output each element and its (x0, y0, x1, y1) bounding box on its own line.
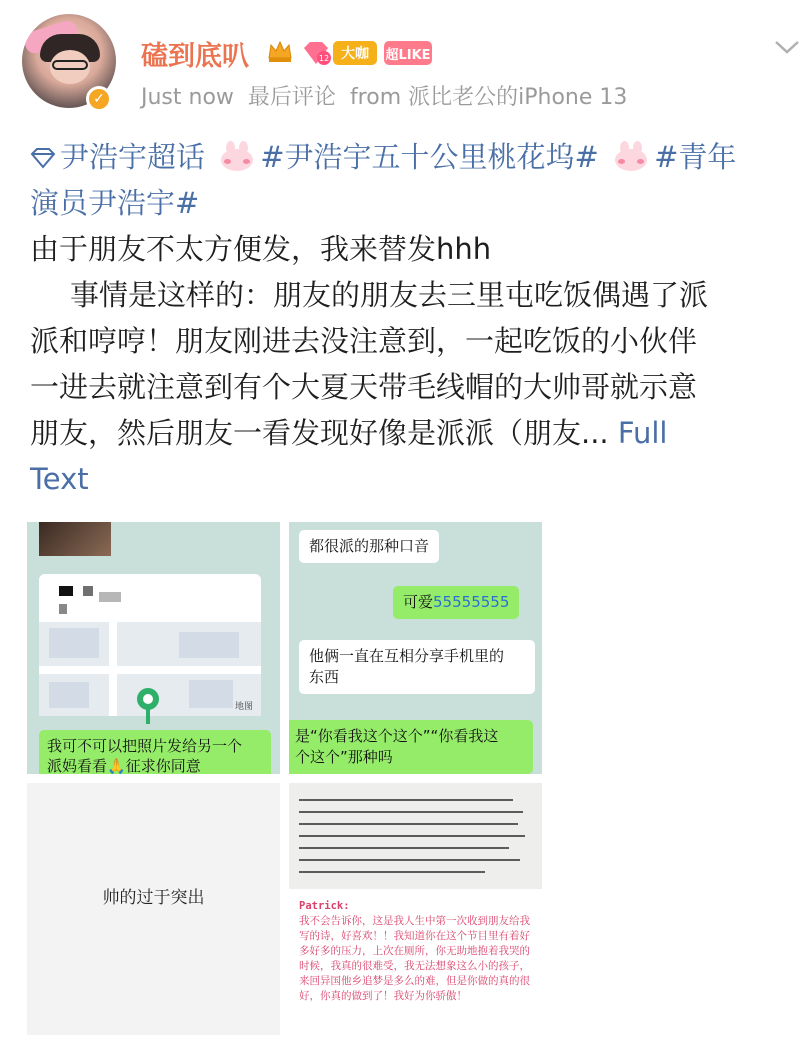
photo-thumbnail (39, 522, 111, 556)
post-image-1[interactable] (27, 522, 280, 774)
post-meta (141, 80, 641, 111)
bubble-digits: 55555555 (433, 593, 510, 611)
bubble-text (47, 756, 263, 774)
post-body (30, 134, 790, 502)
chat-bubble-right (393, 586, 519, 619)
chevron-down-icon[interactable] (772, 36, 802, 58)
image-caption-text: 帅的过于突出 (102, 888, 205, 908)
chat-bubble-right (39, 730, 271, 774)
post-text-segment: 朋友，然后朋友一看发现好像是派派（朋友... (30, 416, 609, 450)
hashtag-link-1[interactable]: #尹浩宇五十公里桃花坞# (260, 140, 599, 174)
transcription-text (299, 899, 535, 1004)
bubble-text: 我可不可以把照片发给另一个 (47, 737, 243, 755)
bubble-text: 是“你看我这个这个”“你看我这 (295, 727, 499, 745)
post-image-4[interactable] (289, 783, 542, 1035)
transcription-name: Patrick: (299, 900, 350, 912)
map-pin-icon (137, 688, 159, 710)
chat-bubble-right (289, 720, 533, 774)
rabbit-emoji-icon (218, 141, 256, 171)
chat-bubble-left (299, 640, 535, 694)
blurred-text (59, 586, 73, 596)
blurred-text (99, 592, 121, 602)
map-pin-stem (146, 708, 150, 724)
bubble-text: 个这个”那种吗 (295, 748, 393, 766)
bubble-text: 东西 (309, 668, 340, 686)
location-card (39, 574, 261, 716)
hashtag-line (30, 134, 790, 180)
post-header (0, 0, 812, 120)
super-like-badge[interactable]: 超LIKE (384, 41, 432, 65)
map-preview (39, 622, 261, 716)
rabbit-emoji-icon (612, 141, 650, 171)
post-time: Just now (141, 85, 234, 110)
chat-bubble-left: 都很派的那种口音 (299, 530, 439, 563)
post-image-2[interactable] (289, 522, 542, 774)
post-source[interactable]: from 派比老公的iPhone 13 (349, 85, 628, 110)
transcription-body: 我不会告诉你，这是我人生中第一次收到朋友给我写的诗，好喜欢！！我知道你在这个节目里有着好多好多的压力，上次在厕所，你无助地抱着我哭的时候，我真的很难受，我无法想象这么小的孩子，来回异国他乡追梦是多么的难，但是你做的真的很好，你真的做到了！我好为你骄傲！ (299, 915, 530, 1002)
avatar-glasses (52, 60, 88, 70)
pray-emoji-icon: 🙏 (107, 757, 126, 774)
handwritten-note (289, 783, 542, 889)
daka-badge[interactable]: 大咖 (333, 41, 377, 65)
bubble-text-segment: 可爱 (403, 593, 434, 611)
verified-badge-icon: ✓ (86, 86, 112, 112)
map-label: 地图 (234, 702, 253, 712)
post-image-3[interactable] (27, 783, 280, 1035)
post-action: 最后评论 (247, 85, 336, 110)
post-text-line (30, 410, 790, 456)
post-text-line (30, 272, 790, 318)
bubble-text: 他俩一直在互相分享手机里的 (309, 647, 505, 665)
supertopic-diamond-icon (30, 147, 56, 169)
bubble-text-segment: 征求你同意 (125, 757, 201, 774)
post-text-line: 派和哼哼！朋友刚进去没注意到，一起吃饭的小伙伴 (30, 324, 698, 358)
crown-badge-icon[interactable] (266, 38, 294, 64)
diamond-level-icon[interactable] (301, 40, 331, 66)
supertopic-link[interactable]: 尹浩宇超话 (60, 140, 206, 174)
full-text-link[interactable]: Full (617, 416, 668, 450)
post-text-line: 一进去就注意到有个大夏天带毛线帽的大帅哥就示意 (30, 370, 698, 404)
post-text-segment: 事情是这样的：朋友的朋友去三里屯吃饭偶遇了派 (70, 278, 709, 312)
hashtag-link-2[interactable]: #青年 (654, 140, 737, 174)
full-text-link-cont[interactable]: Text (30, 462, 89, 496)
username[interactable]: 磕到底叭 (141, 41, 249, 72)
bubble-text-segment: 派妈看看 (47, 757, 108, 774)
blurred-text (59, 604, 67, 614)
hashtag-link-2-cont[interactable]: 演员尹浩宇# (30, 186, 200, 220)
svg-text:12: 12 (318, 54, 330, 63)
blurred-text (83, 586, 93, 596)
post-text-line: 由于朋友不太方便发，我来替发hhh (30, 232, 492, 266)
